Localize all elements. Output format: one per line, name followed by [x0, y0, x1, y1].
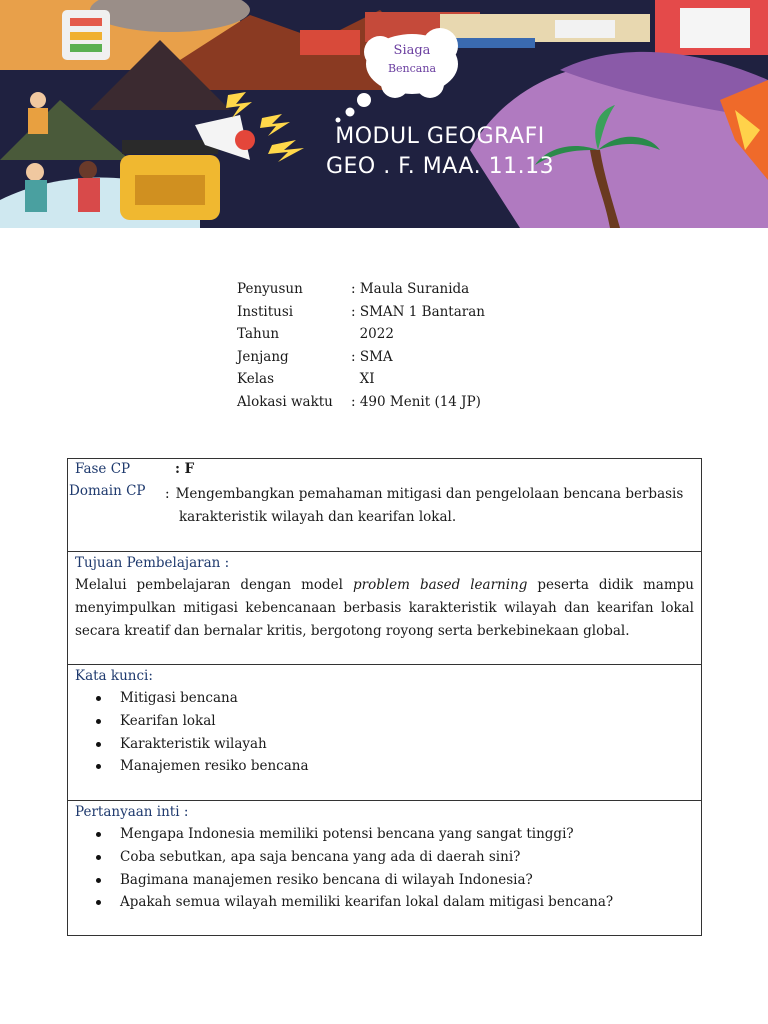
info-label: Institusi [237, 303, 294, 320]
pertanyaan-inti-heading: Pertanyaan inti : [75, 804, 189, 820]
learning-outcomes-table [67, 458, 702, 936]
info-value: : SMA [351, 348, 393, 365]
kata-kunci-list [68, 687, 701, 778]
bubble-line-1: Siaga [393, 43, 431, 58]
list-item: Mengapa Indonesia memiliki potensi bencana yang sangat tinggi? [120, 823, 701, 846]
info-label: Penyusun [237, 281, 303, 297]
info-label: Kelas [237, 371, 275, 388]
bubble-caption [372, 42, 452, 78]
tujuan-model: problem based learning [353, 577, 528, 593]
domain-cp-label: Domain CP [69, 483, 146, 499]
module-info [237, 278, 485, 414]
tujuan-text: Melalui pembelajaran dengan model problem based learning peserta didik mampu menyimpulkan mitigasi kebencanaan berbasis karakteristik wilayah dan kearifan lokal secara kreatif dan bernalar kritis, bergotong royong serta berkebinekaan global. [75, 577, 694, 639]
pertanyaan-inti-section [68, 801, 701, 914]
fase-cp-row [75, 461, 708, 477]
info-value: : Maula Suranida [351, 281, 470, 297]
cover-banner [0, 0, 768, 228]
info-value: : SMAN 1 Bantaran [351, 303, 485, 320]
bubble-line-2: Bencana [387, 62, 437, 75]
info-row-jenjang [237, 346, 485, 369]
pertanyaan-inti-list [68, 823, 701, 914]
list-item: Apakah semua wilayah memiliki kearifan lokal dalam mitigasi bencana? [120, 891, 701, 914]
module-title-line-1: MODUL GEOGRAFI [335, 124, 545, 149]
list-item: Manajemen resiko bencana [120, 755, 701, 778]
info-value: XI [351, 371, 375, 388]
list-item: Karakteristik wilayah [120, 733, 701, 756]
info-value: 2022 [351, 326, 394, 343]
info-row-tahun [237, 323, 485, 346]
info-value: : 490 Menit (14 JP) [351, 393, 481, 410]
info-row-penyusun [237, 278, 485, 301]
info-row-alokasi-waktu [237, 391, 485, 414]
list-item: Bagimana manajemen resiko bencana di wilayah Indonesia? [120, 869, 701, 892]
domain-cp-value: : Mengembangkan pemahaman mitigasi dan pengelolaan bencana berbasis karakteristik wilayah dan kearifan lokal. [172, 483, 694, 529]
fase-cp-label: Fase CP [75, 461, 131, 477]
info-label: Jenjang [237, 348, 289, 365]
module-code: GEO . F. MAA. 11.13 [325, 154, 555, 179]
info-row-kelas [237, 368, 485, 391]
list-item: Coba sebutkan, apa saja bencana yang ada di daerah sini? [120, 846, 701, 869]
tujuan-section [68, 552, 701, 643]
info-label: Alokasi waktu [237, 393, 333, 410]
tujuan-heading: Tujuan Pembelajaran : [75, 555, 230, 571]
kata-kunci-heading: Kata kunci: [75, 668, 153, 684]
list-item: Mitigasi bencana [120, 687, 701, 710]
domain-cp-text-2: karakteristik wilayah dan kearifan lokal. [179, 509, 457, 525]
domain-cp-text-1: Mengembangkan pemahaman mitigasi dan pengelolaan bencana berbasis [175, 486, 684, 502]
module-title [300, 122, 580, 182]
fase-cp-value: : F [175, 461, 195, 477]
disaster-illustration [0, 0, 768, 228]
kata-kunci-section [68, 665, 701, 778]
list-item: Kearifan lokal [120, 710, 701, 733]
info-row-institusi [237, 301, 485, 324]
info-label: Tahun [237, 326, 280, 343]
